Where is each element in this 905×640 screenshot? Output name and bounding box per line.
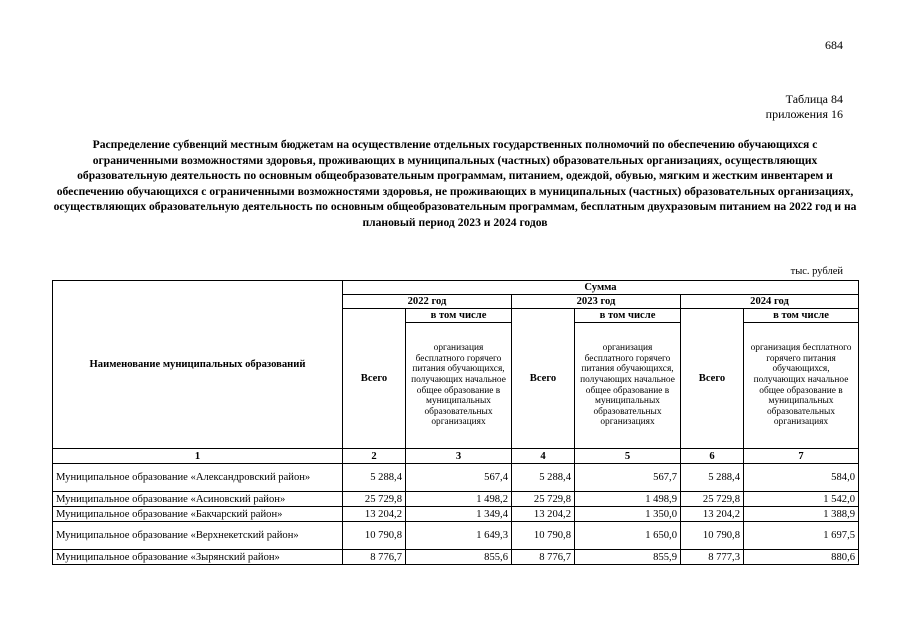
value-cell: 567,7 [575, 464, 681, 492]
value-cell: 8 776,7 [343, 550, 406, 565]
column-number: 1 [53, 449, 343, 464]
municipality-name: Муниципальное образование «Бакчарский район» [53, 507, 343, 522]
value-cell: 25 729,8 [512, 492, 575, 507]
header-total-2024: Всего [681, 309, 744, 449]
value-cell: 13 204,2 [681, 507, 744, 522]
value-cell: 1 498,9 [575, 492, 681, 507]
value-cell: 5 288,4 [681, 464, 744, 492]
value-cell: 1 388,9 [744, 507, 859, 522]
header-total-2023: Всего [512, 309, 575, 449]
value-cell: 855,6 [406, 550, 512, 565]
table-row [53, 492, 859, 507]
column-number: 6 [681, 449, 744, 464]
value-cell: 1 350,0 [575, 507, 681, 522]
column-number: 7 [744, 449, 859, 464]
header-including-2023: в том числе [575, 309, 681, 323]
value-cell: 10 790,8 [681, 522, 744, 550]
table-row [53, 507, 859, 522]
header-including-2022: в том числе [406, 309, 512, 323]
value-cell: 1 649,3 [406, 522, 512, 550]
header-year-2023: 2023 год [512, 295, 681, 309]
value-cell: 1 498,2 [406, 492, 512, 507]
value-cell: 855,9 [575, 550, 681, 565]
value-cell: 1 542,0 [744, 492, 859, 507]
column-number: 5 [575, 449, 681, 464]
municipality-name: Муниципальное образование «Зырянский район» [53, 550, 343, 565]
value-cell: 25 729,8 [681, 492, 744, 507]
table-row [53, 550, 859, 565]
table-label [766, 92, 843, 122]
value-cell: 8 776,7 [512, 550, 575, 565]
header-including-2024: в том числе [744, 309, 859, 323]
municipality-name: Муниципальное образование «Асиновский район» [53, 492, 343, 507]
header-total-2022: Всего [343, 309, 406, 449]
header-hot-meals-2024: организация бесплатного горячего питания обучающихся, получающих начальное общее образование в муниципальных образовательных организациях [744, 323, 859, 449]
value-cell: 10 790,8 [512, 522, 575, 550]
document-title: Распределение субвенций местным бюджетам на осуществление отдельных государственных полномочий по обеспечению обучающихся с ограниченными возможностями здоровья, проживающих в муниципальных (частных) образовательных организациях, осуществляющих образовательную деятельность по основным общеобразовательным программам, питанием, одеждой, обувью, мягким и жестким инвентарем и обеспечению обучающихся с ограниченными возможностями здоровья, не проживающих в муниципальных (частных) образовательных организациях, осуществляющих образовательную деятельность по основным общеобразовательным программам, бесплатным двухразовым питанием на 2022 год и на плановый период 2023 и 2024 годов [53, 138, 857, 229]
table-label-number: Таблица 84 [785, 92, 843, 106]
value-cell: 5 288,4 [343, 464, 406, 492]
page-number: 684 [825, 38, 843, 52]
subventions-table [52, 280, 859, 565]
value-cell: 13 204,2 [343, 507, 406, 522]
value-cell: 1 349,4 [406, 507, 512, 522]
header-sum: Сумма [343, 281, 859, 295]
value-cell: 880,6 [744, 550, 859, 565]
municipality-name: Муниципальное образование «Александровский район» [53, 464, 343, 492]
municipality-name: Муниципальное образование «Верхнекетский район» [53, 522, 343, 550]
value-cell: 25 729,8 [343, 492, 406, 507]
column-number: 4 [512, 449, 575, 464]
value-cell: 10 790,8 [343, 522, 406, 550]
header-hot-meals-2023: организация бесплатного горячего питания обучающихся, получающих начальное общее образование в муниципальных образовательных организациях [575, 323, 681, 449]
table-row [53, 464, 859, 492]
value-cell: 584,0 [744, 464, 859, 492]
value-cell: 8 777,3 [681, 550, 744, 565]
column-number: 3 [406, 449, 512, 464]
table-label-appendix: приложения 16 [765, 107, 843, 121]
units-label: тыс. рублей [790, 266, 843, 277]
table-row [53, 522, 859, 550]
header-year-2024: 2024 год [681, 295, 859, 309]
column-number: 2 [343, 449, 406, 464]
value-cell: 1 697,5 [744, 522, 859, 550]
header-municipality-name: Наименование муниципальных образований [53, 281, 343, 449]
value-cell: 13 204,2 [512, 507, 575, 522]
header-year-2022: 2022 год [343, 295, 512, 309]
value-cell: 1 650,0 [575, 522, 681, 550]
header-hot-meals-2022: организация бесплатного горячего питания обучающихся, получающих начальное общее образование в муниципальных образовательных организациях [406, 323, 512, 449]
value-cell: 567,4 [406, 464, 512, 492]
value-cell: 5 288,4 [512, 464, 575, 492]
